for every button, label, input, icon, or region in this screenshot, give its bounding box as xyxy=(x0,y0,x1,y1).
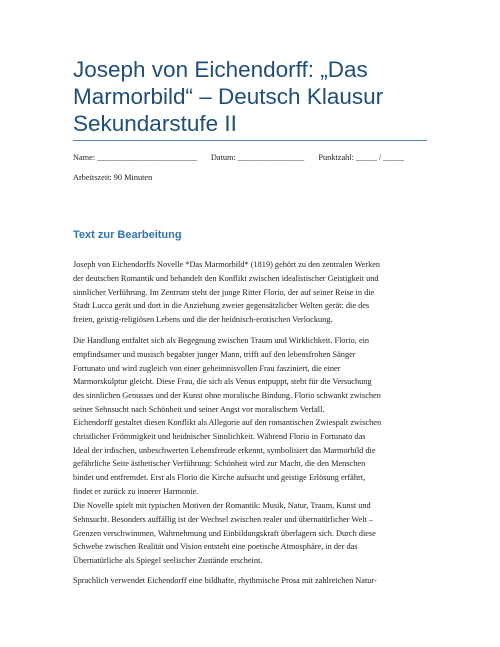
title-divider xyxy=(73,140,427,141)
text-line: findet er zurück zu innerer Harmonie. xyxy=(73,486,199,496)
text-line: Übernatürliche als Spiegel seelischer Zustände erscheint. xyxy=(73,556,263,566)
text-line: Die Novelle spielt mit typischen Motiven der Romantik: Musik, Natur, Traum, Kunst und xyxy=(73,501,371,510)
paragraph xyxy=(73,416,429,499)
text-line: christlicher Frömmigkeit und heidnischer Sinnlichkeit. Während Florio in Fortunato das xyxy=(73,431,366,441)
text-line: Ideal der irdischen, unbeschwerten Lebensfreude erkennt, symbolisiert das Marmorbild die xyxy=(73,445,376,455)
text-line: gefährliche Seite ästhetischer Verführung: Schönheit wird zur Macht, die den Menschen xyxy=(73,459,366,469)
text-line: Eichendorff gestaltet diesen Konflikt als Allegorie auf den romantischen Zwiespalt zwischen xyxy=(73,418,382,427)
text-line: Marmorskulptur gleicht. Diese Frau, die sich als Venus entpuppt, steht für die Versuchung xyxy=(73,377,372,387)
text-line: Stadt Lucca gerät und dort in die Anziehung zweier gegensätzlicher Welten gerät: die des xyxy=(73,301,370,311)
text-line: Die Handlung entfaltet sich als Begegnung zwischen Traum und Wirklichkeit. Florio, ein xyxy=(73,336,370,345)
paragraph xyxy=(73,334,429,417)
text-line: der deutschen Romantik und behandelt den Konflikt zwischen idealistischer Geistigkeit und xyxy=(73,273,379,283)
text-line: Sehnsucht. Besonders auffällig ist der Wechsel zwischen realer und übernatürlicher Welt – xyxy=(73,514,374,524)
text-line: des sinnlichen Genusses und der Kunst ohne moralische Bindung. Florio schwankt zwischen xyxy=(73,391,381,401)
text-line: Joseph von Eichendorffs Novelle *Das Marmorbild* (1819) gehört zu den zentralen Werken xyxy=(73,260,381,269)
text-line: freien, geistig-religiösen Lebens und die der heidnisch-erotischen Verlockung. xyxy=(73,315,333,325)
time-limit: Arbeitszeit: 90 Minuten xyxy=(73,173,153,182)
document-title: Joseph von Eichendorff: „Das Marmorbild“ – Deutsch Klausur Sekundarstufe II xyxy=(73,57,384,136)
paragraph xyxy=(73,574,429,588)
header-fields xyxy=(73,153,404,162)
text-line: Sprachlich verwendet Eichendorff eine bildhafte, rhythmische Prosa mit zahlreichen Natur- xyxy=(73,576,377,585)
text-line: empfindsamer und musisch begabter junger Mann, trifft auf den lebensfrohen Sänger xyxy=(73,349,356,359)
text-line: sinnlicher Verführung. Im Zentrum steht der junge Ritter Florio, der auf seiner Reise in die xyxy=(73,287,375,297)
text-line: Grenzen verschwimmen, Wahrnehmung und Einbildungskraft überlagern sich. Durch diese xyxy=(73,528,376,538)
text-line: Schwebe zwischen Realität und Vision entsteht eine poetische Atmosphäre, in der das xyxy=(73,542,358,552)
text-line: bindet und entfremdet. Erst als Florio die Kirche aufsucht und geistige Erlösung erfährt, xyxy=(73,473,366,483)
section-heading: Text zur Bearbeitung xyxy=(73,229,182,241)
datum-field: Datum: ________________ xyxy=(210,153,305,162)
name-field: Name: ________________________ xyxy=(73,153,197,162)
text-line: Fortunato und wird zugleich von einer geheimnisvollen Frau fasziniert, die einer xyxy=(73,363,341,373)
text-line: seiner Sehnsucht nach Schönheit und seiner Angst vor moralischem Verfall. xyxy=(73,404,325,414)
punktzahl-field: Punktzahl: _____ / _____ xyxy=(318,153,404,162)
paragraph xyxy=(73,258,429,327)
paragraph xyxy=(73,499,429,568)
